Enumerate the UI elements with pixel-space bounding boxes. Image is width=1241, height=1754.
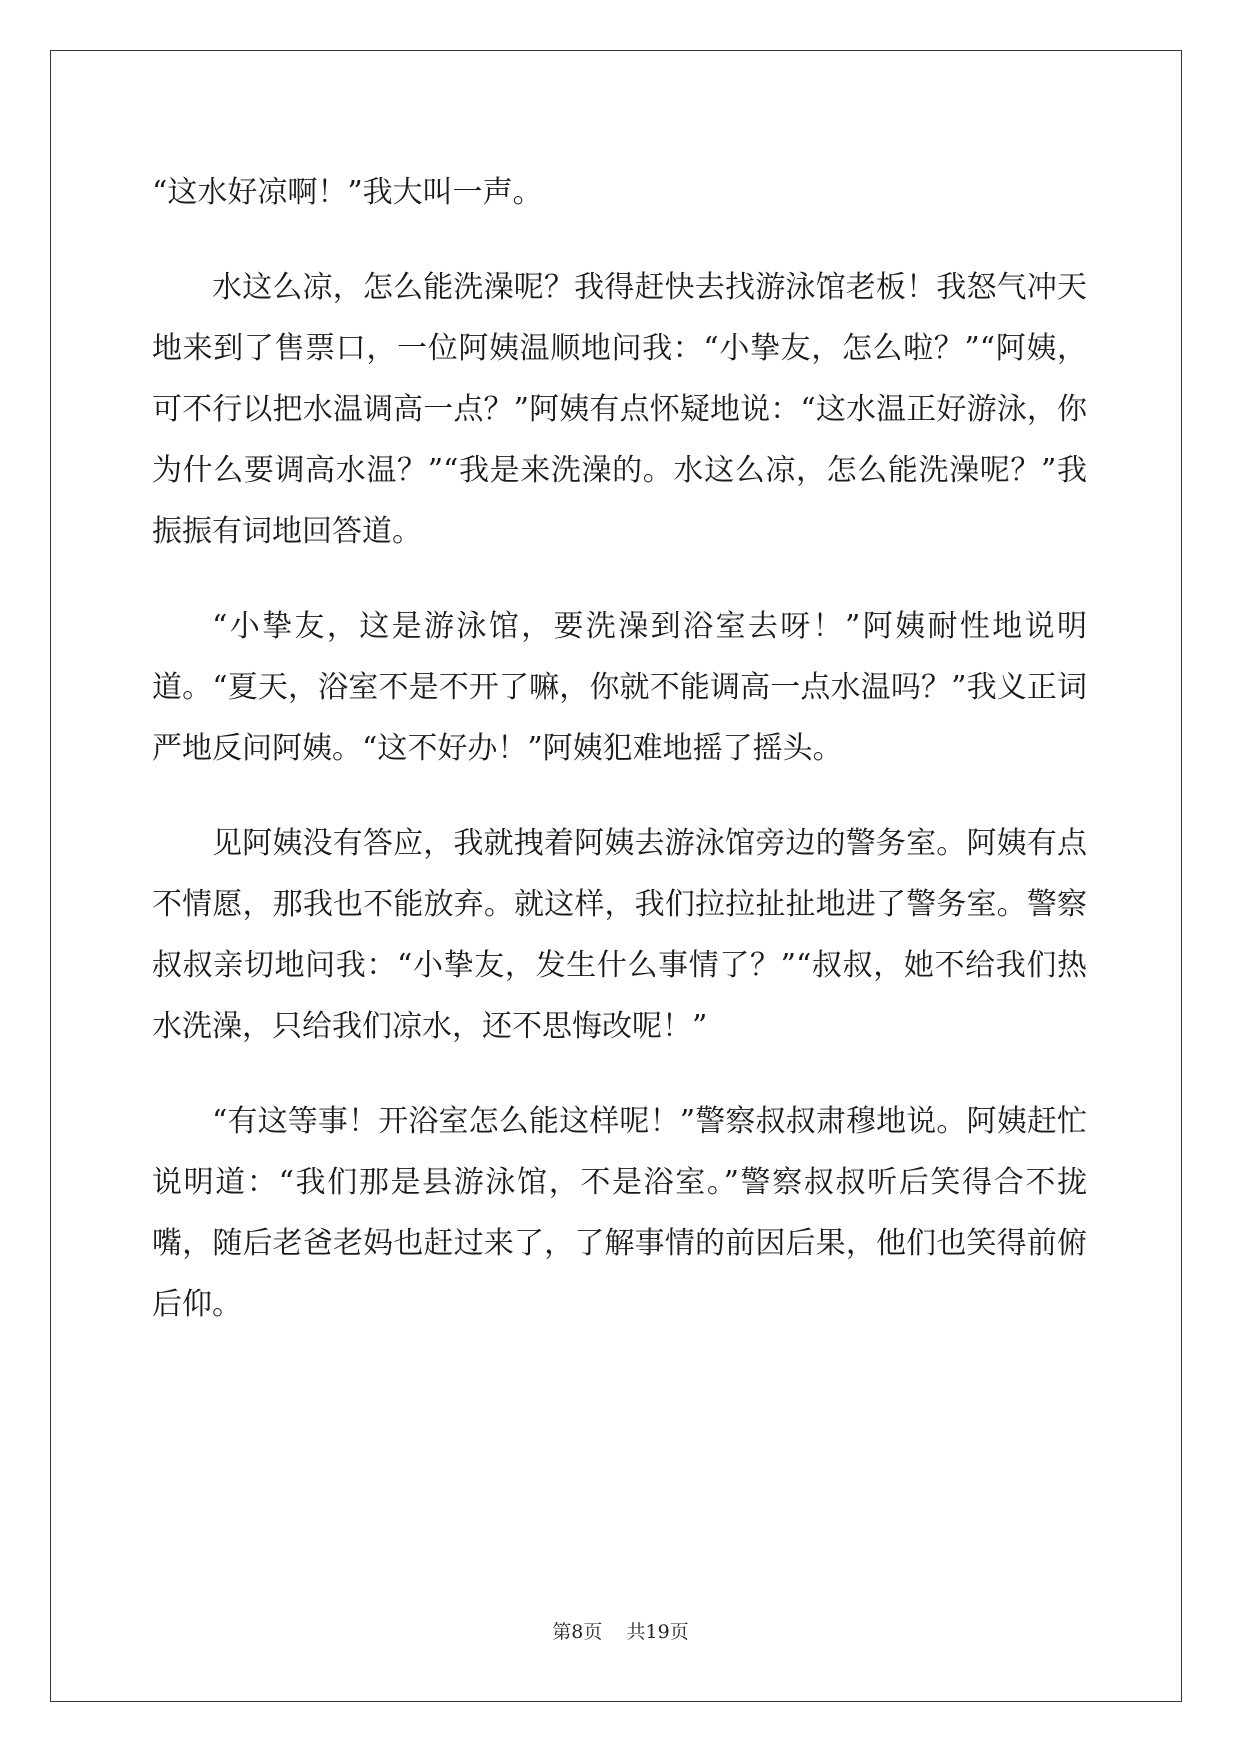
document-body [152, 162, 1087, 1369]
paragraph-1: “这水好凉啊！”我大叫一声。 [152, 175, 543, 210]
page-number: 第8页 共19页 [552, 1621, 689, 1643]
paragraph-2: 水这么凉，怎么能洗澡呢？我得赶快去找游泳馆老板！我怒气冲天地来到了售票口，一位阿姨温顺地问我：“小挚友，怎么啦？”“阿姨，可不行以把水温调高一点？”阿姨有点怀疑地说：“这水温正好游泳，你为什么要调高水温？”“我是来洗澡的。水这么凉，怎么能洗澡呢？”我振振有词地回答道。 [152, 270, 1087, 549]
page-footer [0, 1617, 1241, 1644]
paragraph-5: “有这等事！开浴室怎么能这样呢！”警察叔叔肃穆地说。阿姨赶忙说明道：“我们那是县游泳馆，不是浴室。”警察叔叔听后笑得合不拢嘴，随后老爸老妈也赶过来了，了解事情的前因后果，他们也笑得前俯后仰。 [152, 1104, 1087, 1322]
paragraph-3: “小挚友，这是游泳馆，要洗澡到浴室去呀！”阿姨耐性地说明道。“夏天，浴室不是不开了嘛，你就不能调高一点水温吗？”我义正词严地反问阿姨。“这不好办！”阿姨犯难地摇了摇头。 [152, 609, 1087, 766]
paragraph-4: 见阿姨没有答应，我就拽着阿姨去游泳馆旁边的警务室。阿姨有点不情愿，那我也不能放弃。就这样，我们拉拉扯扯地进了警务室。警察叔叔亲切地问我：“小挚友，发生什么事情了？”“叔叔，她不给我们热水洗澡，只给我们凉水，还不思悔改呢！” [152, 826, 1087, 1044]
